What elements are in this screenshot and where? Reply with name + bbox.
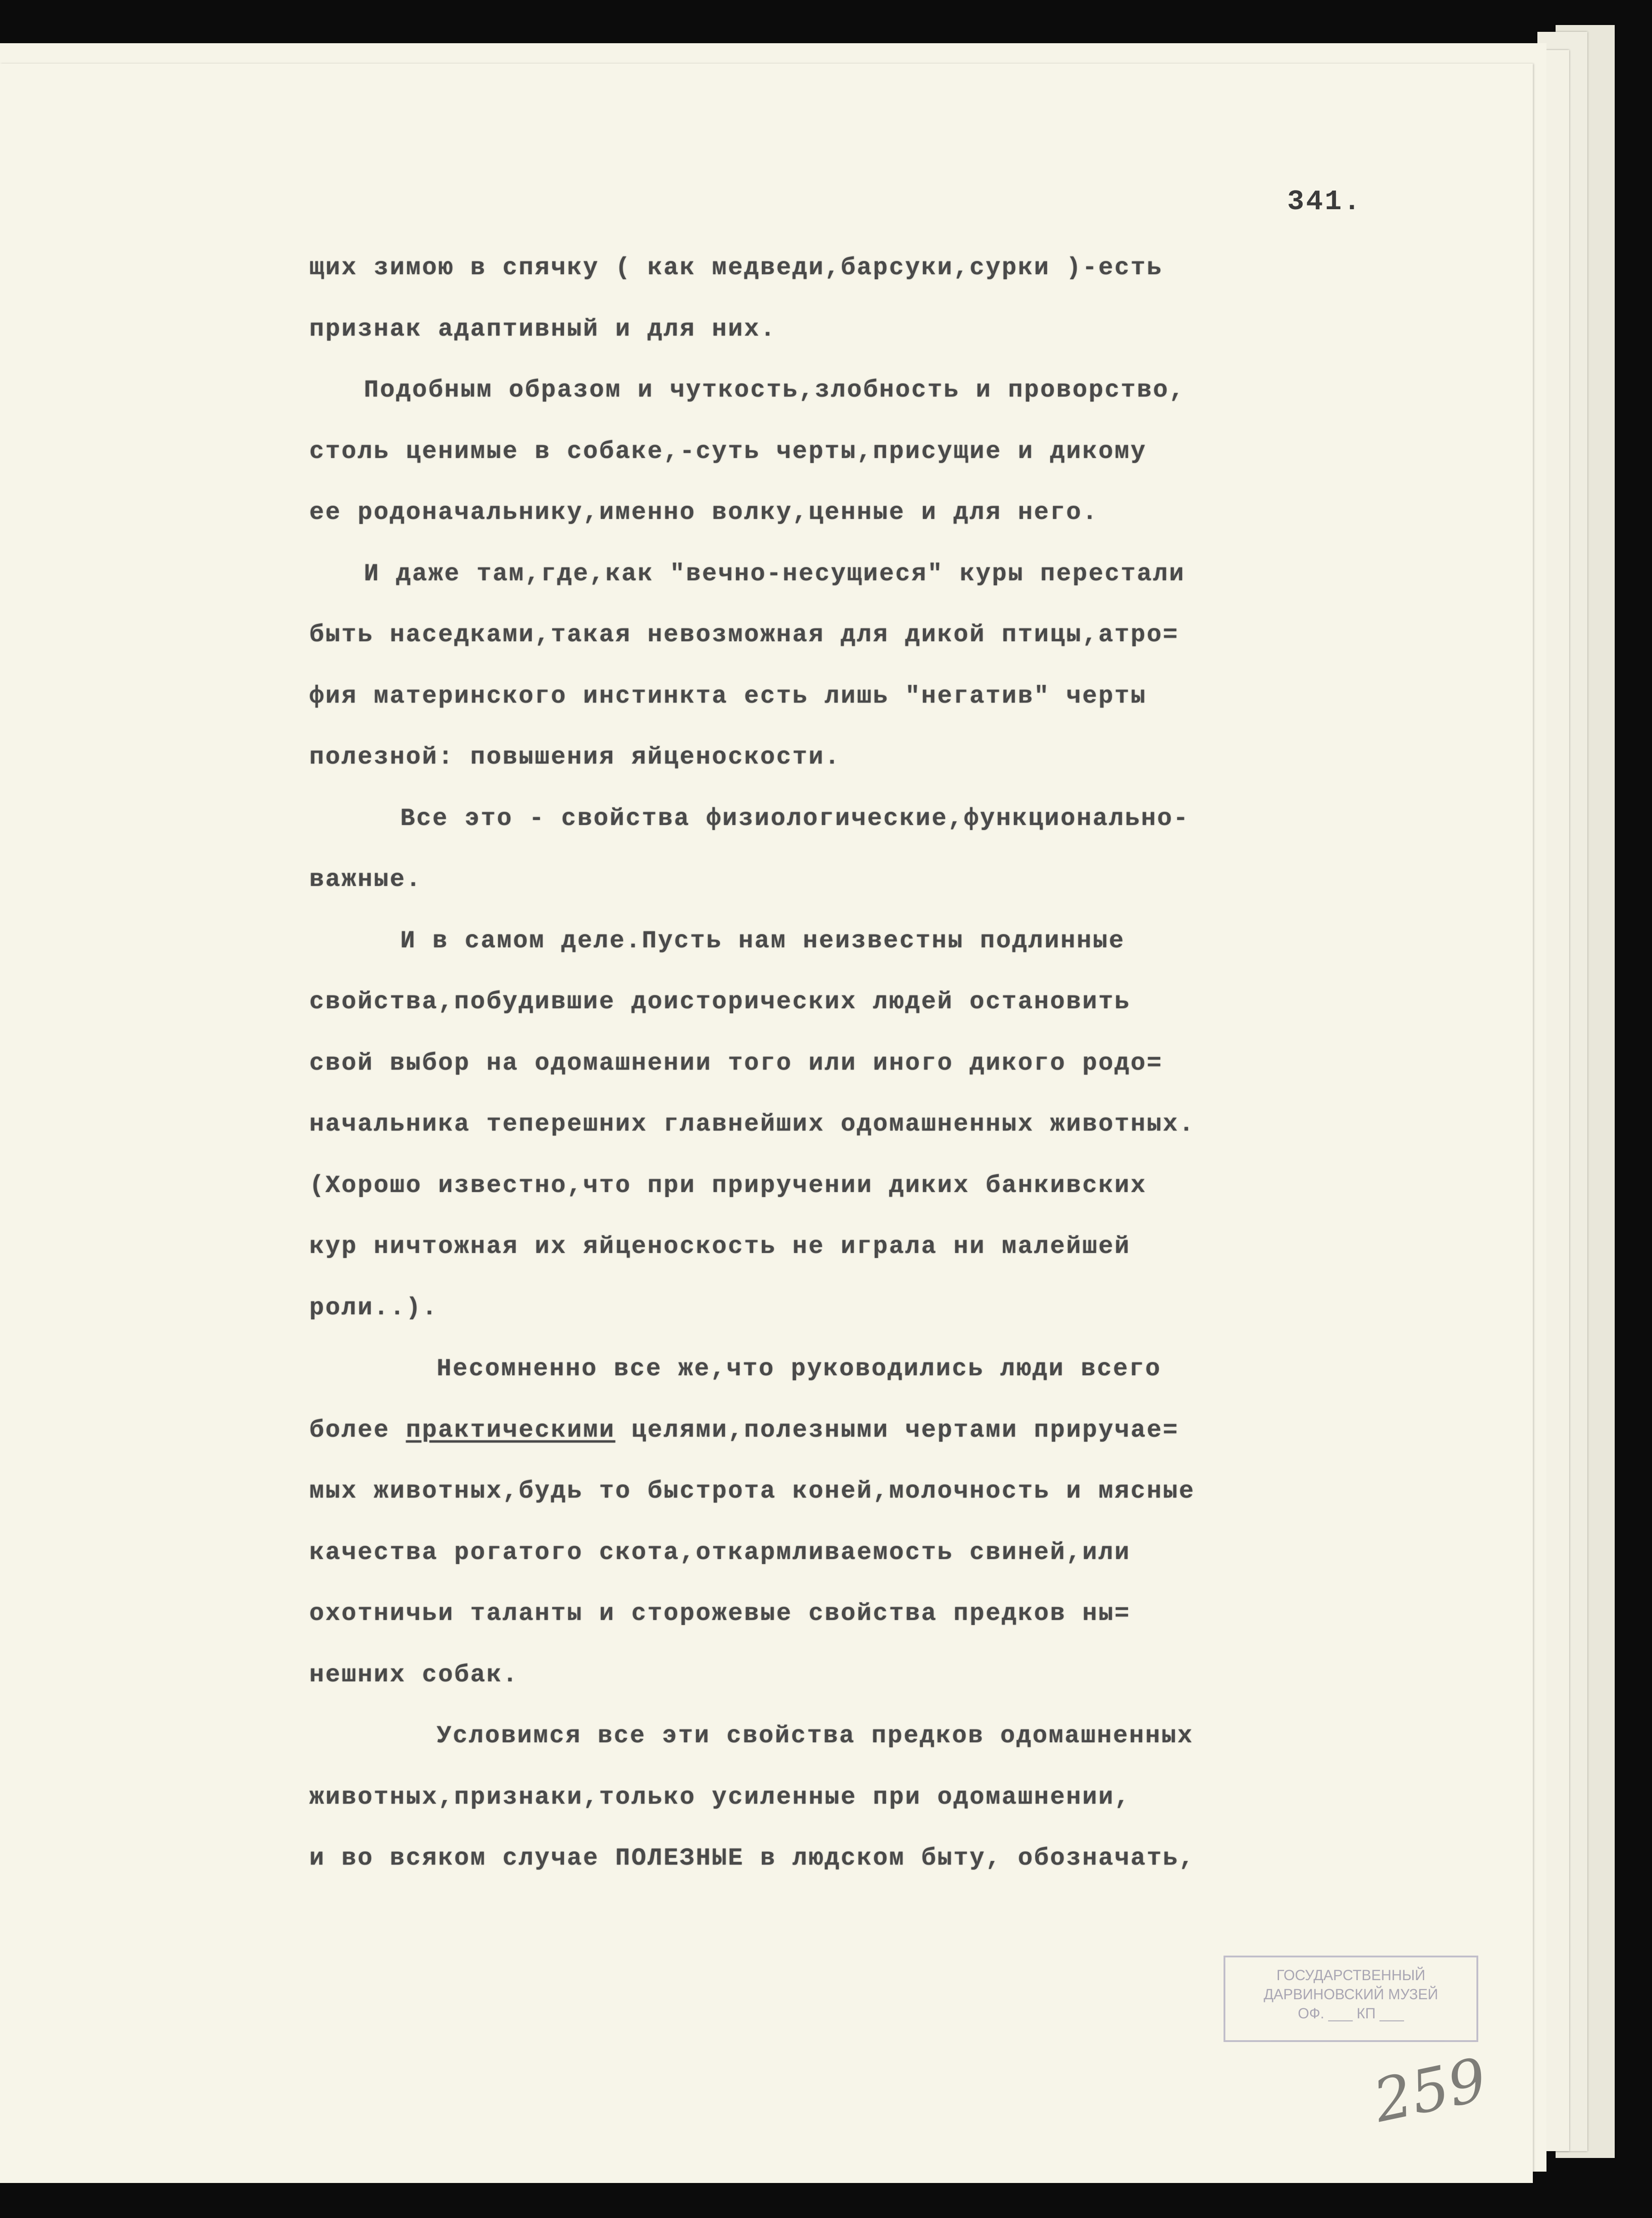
- stamp-line: ОФ. ___ КП ___: [1298, 2005, 1404, 2022]
- page-number: 341.: [1287, 186, 1362, 218]
- text-line: полезной: повышения яйценоскости.: [309, 744, 841, 771]
- handwritten-archive-number: 259: [1367, 2044, 1493, 2136]
- museum-stamp: [1224, 1956, 1478, 2042]
- text-line: И даже там,где,как "вечно-несущиеся" куры перестали: [364, 560, 1185, 588]
- text-segment: целями,полезными чертами приручае=: [615, 1416, 1179, 1444]
- text-line: животных,признаки,только усиленные при одомашнении,: [309, 1783, 1131, 1811]
- text-line: Подобным образом и чуткость,злобность и проворство,: [364, 377, 1185, 404]
- text-line: фия материнского инстинкта есть лишь "негатив" черты: [309, 682, 1147, 710]
- text-line: охотничьи таланты и сторожевые свойства предков ны=: [309, 1600, 1131, 1628]
- text-line: кур ничтожная их яйценоскость не играла ни малейшей: [309, 1233, 1131, 1261]
- stamp-line: ДАРВИНОВСКИЙ МУЗЕЙ: [1264, 1986, 1438, 2002]
- text-line: признак адаптивный и для них.: [309, 315, 776, 343]
- text-line: ее родоначальнику,именно волку,ценные и для него.: [309, 499, 1098, 527]
- text-line: столь ценимые в собаке,-суть черты,присущие и дикому: [309, 438, 1147, 466]
- text-line: нешних собак.: [309, 1661, 519, 1689]
- text-line: мых животных,будь то быстрота коней,молочность и мясные: [309, 1478, 1195, 1505]
- text-line: Условимся все эти свойства предков одомашненных: [437, 1722, 1194, 1750]
- text-line: [309, 1417, 1424, 1479]
- text-line: начальника теперешних главнейших одомашненных животных.: [309, 1111, 1195, 1138]
- text-line: свойства,побудившие доисторических людей остановить: [309, 988, 1131, 1016]
- text-line: и во всяком случае ПОЛЕЗНЫЕ в людском быту, обозначать,: [309, 1845, 1195, 1872]
- text-line: роли..).: [309, 1294, 438, 1322]
- text-line: И в самом деле.Пусть нам неизвестны подлинные: [400, 927, 1125, 955]
- text-line: Все это - свойства физиологические,функционально-: [400, 805, 1189, 833]
- text-line: щих зимою в спячку ( как медведи,барсуки,сурки )-есть: [309, 254, 1163, 282]
- stamp-line: ГОСУДАРСТВЕННЫЙ: [1276, 1967, 1425, 1983]
- text-line: свой выбор на одомашнении того или иного дикого родо=: [309, 1049, 1163, 1077]
- text-line: (Хорошо известно,что при приручении диких банкивских: [309, 1172, 1147, 1200]
- text-line: Несомненно все же,что руководились люди всего: [437, 1355, 1162, 1383]
- text-line: важные.: [309, 866, 422, 894]
- typed-text-body: [309, 255, 1424, 1906]
- text-line: качества рогатого скота,откармливаемость свиней,или: [309, 1539, 1131, 1567]
- text-line: быть наседками,такая невозможная для дикой птицы,атро=: [309, 621, 1179, 649]
- text-segment: более: [309, 1416, 406, 1444]
- underlined-word: практическими: [406, 1416, 615, 1444]
